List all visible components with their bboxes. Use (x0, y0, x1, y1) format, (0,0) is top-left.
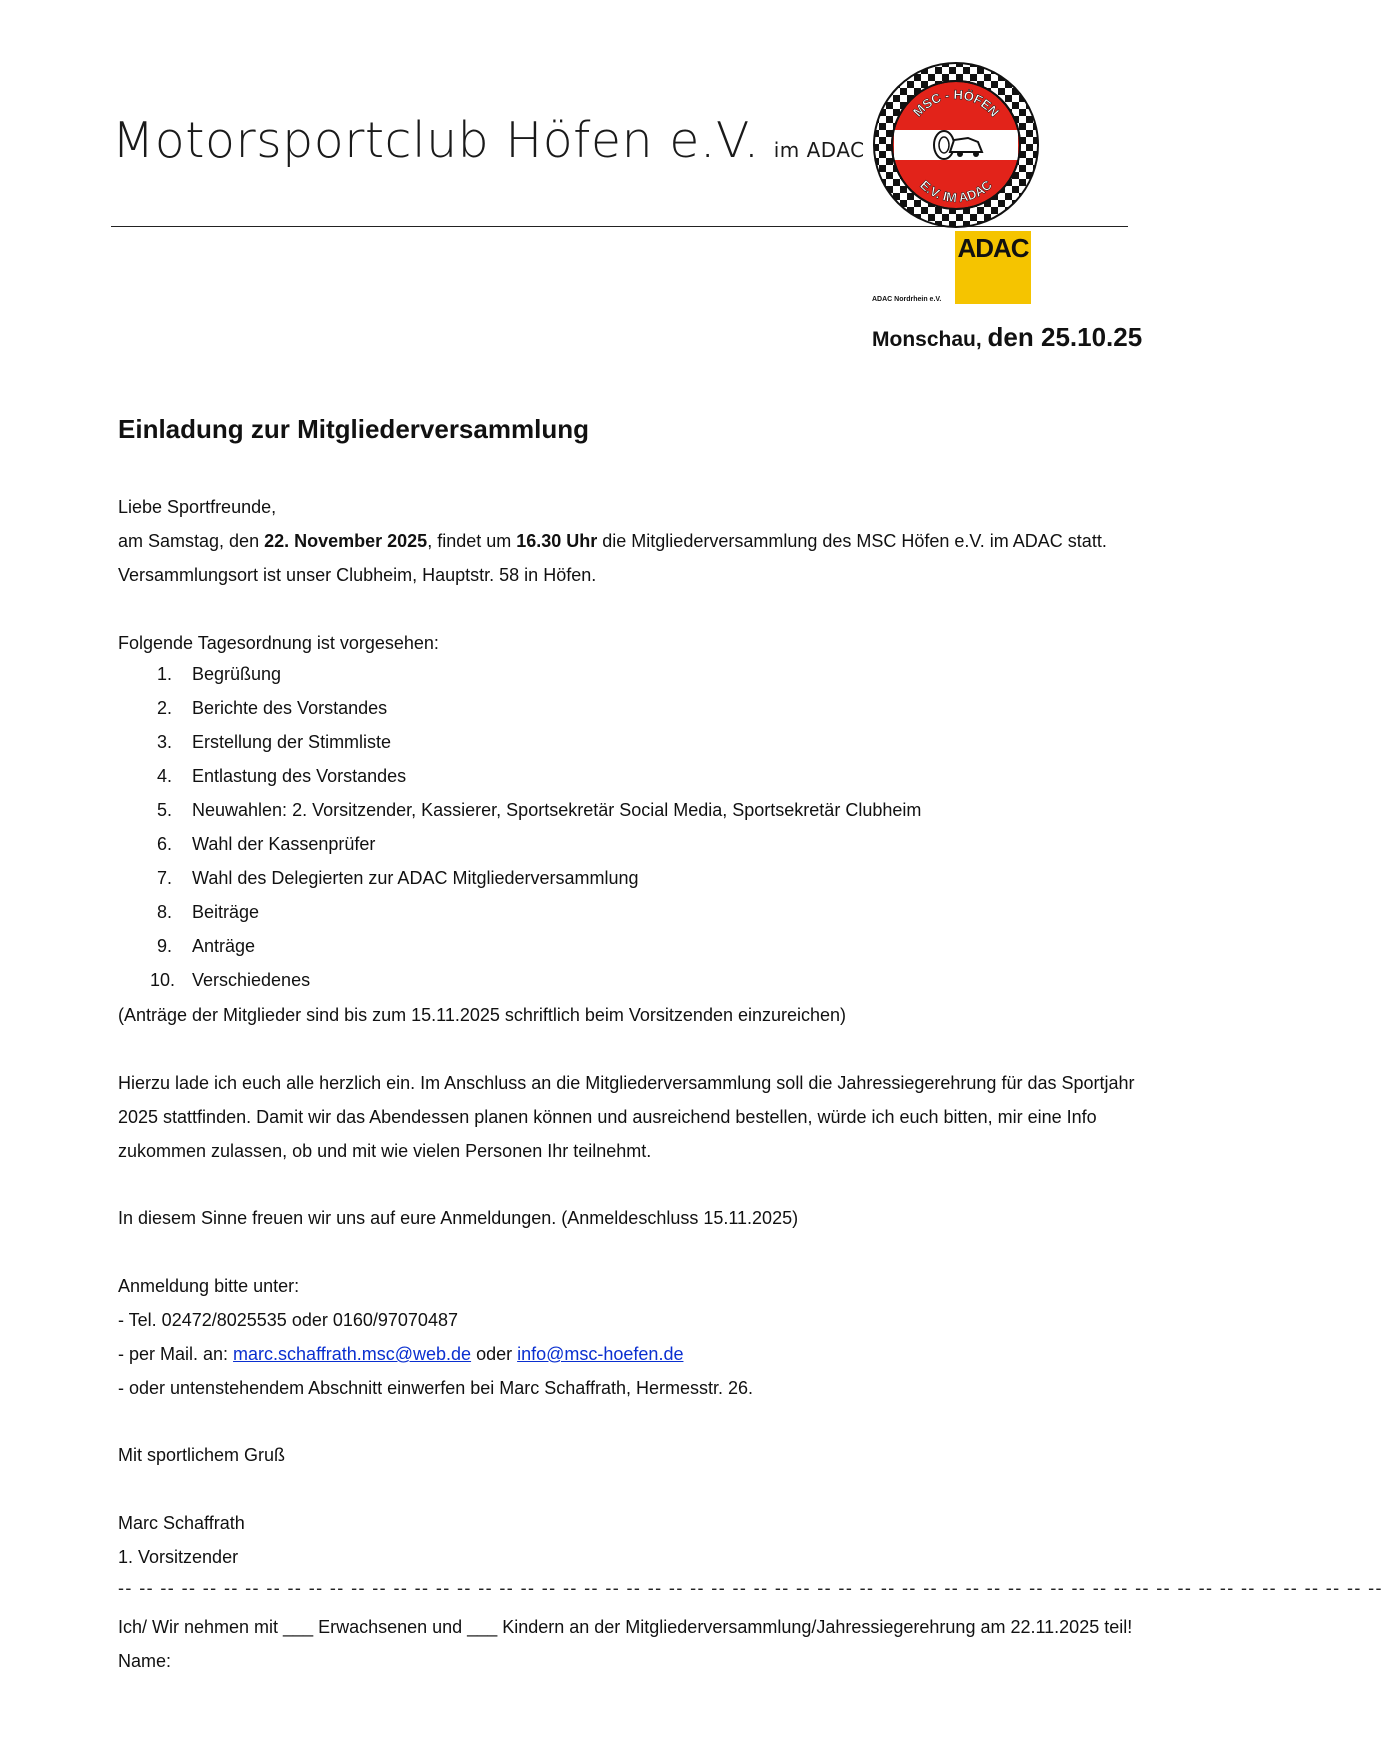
paragraph-1-line-2: 2025 stattfinden. Damit wir das Abendessen planen können und ausreichend bestellen, würde ich euch bitten, mir eine Info (118, 1107, 1097, 1127)
agenda-item-text: Wahl der Kassenprüfer (192, 834, 376, 854)
agenda-note: (Anträge der Mitglieder sind bis zum 15.11.2025 schriftlich beim Vorsitzenden einzureichen) (118, 1005, 847, 1025)
signer-name: Marc Schaffrath (118, 1513, 245, 1533)
date-place: Monschau, (872, 328, 982, 351)
intro-l1-e: die Mitgliederversammlung des MSC Höfen e.V. im ADAC statt. (597, 531, 1107, 551)
agenda-item-number: 3. (156, 732, 172, 752)
registration-intro: Anmeldung bitte unter: (118, 1276, 300, 1296)
club-name: Motorsportclub Höfen e.V. (112, 112, 760, 169)
meeting-time: 16.30 Uhr (516, 531, 598, 551)
agenda-item-text: Neuwahlen: 2. Vorsitzender, Kassierer, Sportsekretär Social Media, Sportsekretär Clubheim (192, 800, 922, 820)
agenda-item-number: 7. (156, 868, 172, 888)
club-logo (872, 60, 1040, 230)
reply-slip-name-label: Name: (118, 1651, 172, 1671)
letter-title: Einladung zur Mitgliederversammlung (118, 414, 589, 444)
intro-line-2: Versammlungsort ist unser Clubheim, Hauptstr. 58 in Höfen. (118, 565, 597, 585)
agenda-item-number: 8. (156, 902, 172, 922)
agenda-item-text: Berichte des Vorstandes (192, 698, 388, 718)
paragraph-1-line-3: zukommen zulassen, ob und mit wie vielen Personen Ihr teilnehmt. (118, 1141, 652, 1161)
intro-l1-a: am Samstag, den (118, 531, 265, 551)
registration-phone: - Tel. 02472/8025535 oder 0160/97070487 (118, 1310, 458, 1330)
greeting: Liebe Sportfreunde, (118, 497, 277, 517)
paragraph-1-line-1: Hierzu lade ich euch alle herzlich ein. Im Anschluss an die Mitgliederversammlung soll die Jahressiegerehrung für das Sportjahr (118, 1073, 1135, 1093)
agenda-item-text: Entlastung des Vorstandes (192, 766, 407, 786)
agenda-item-number: 5. (156, 800, 172, 820)
agenda-item-number: 6. (156, 834, 172, 854)
intro-l1-c: , findet um (427, 531, 517, 551)
signer-role: 1. Vorsitzender (118, 1547, 239, 1567)
registration-mail (118, 1342, 683, 1366)
registration-drop: - oder untenstehendem Abschnitt einwerfen bei Marc Schaffrath, Hermesstr. 26. (118, 1378, 754, 1398)
club-suffix: im ADAC (773, 138, 865, 162)
agenda-item-text: Beiträge (192, 902, 260, 922)
date-value: den 25.10.25 (987, 322, 1143, 352)
adac-label: ADAC (957, 233, 1029, 263)
logo-text-top: MSC - HÖFEN (909, 86, 1003, 120)
meeting-date: 22. November 2025 (264, 531, 428, 551)
mail-link-marc[interactable]: marc.schaffrath.msc@web.de (233, 1344, 472, 1364)
adac-region: ADAC Nordrhein e.V. (872, 296, 942, 303)
mail-prefix: - per Mail. an: (118, 1344, 234, 1364)
agenda-item-number: 1. (156, 664, 172, 684)
mail-mid: oder (471, 1344, 518, 1364)
club-title (112, 112, 865, 169)
adac-logo (955, 231, 1031, 304)
agenda-item-number: 10. (150, 970, 176, 990)
mail-link-info[interactable]: info@msc-hoefen.de (517, 1344, 684, 1364)
agenda-item-number: 4. (156, 766, 172, 786)
cut-line: -- -- -- -- -- -- -- -- -- -- -- -- -- -- -- -- -- -- -- -- -- -- -- -- -- -- -- -- -- -- -- -- -- -- -- -- -- -- -- -- -- -- -- -- -- -- -- -- -- -- -- -- -- -- -- -- -- -- -- -- (118, 1578, 1383, 1598)
agenda-item-text: Wahl des Delegierten zur ADAC Mitgliederversammlung (192, 868, 639, 888)
closing: Mit sportlichem Gruß (118, 1445, 286, 1465)
agenda-item-number: 2. (156, 698, 172, 718)
agenda-item-text: Anträge (192, 936, 256, 956)
agenda-item-text: Erstellung der Stimmliste (192, 732, 392, 752)
date-line (872, 322, 1142, 353)
agenda-item-text: Verschiedenes (192, 970, 311, 990)
logo-text-bottom: E.V. IM ADAC (917, 177, 995, 206)
paragraph-2: In diesem Sinne freuen wir uns auf eure Anmeldungen. (Anmeldeschluss 15.11.2025) (118, 1208, 799, 1228)
reply-slip-text: Ich/ Wir nehmen mit ___ Erwachsenen und ___ Kindern an der Mitgliederversammlung/Jahressiegerehrung am 22.11.2025 teil! (118, 1617, 1133, 1637)
agenda-intro: Folgende Tagesordnung ist vorgesehen: (118, 633, 439, 653)
intro-line-1 (118, 529, 1107, 553)
agenda-item-number: 9. (156, 936, 172, 956)
agenda-item-text: Begrüßung (192, 664, 282, 684)
